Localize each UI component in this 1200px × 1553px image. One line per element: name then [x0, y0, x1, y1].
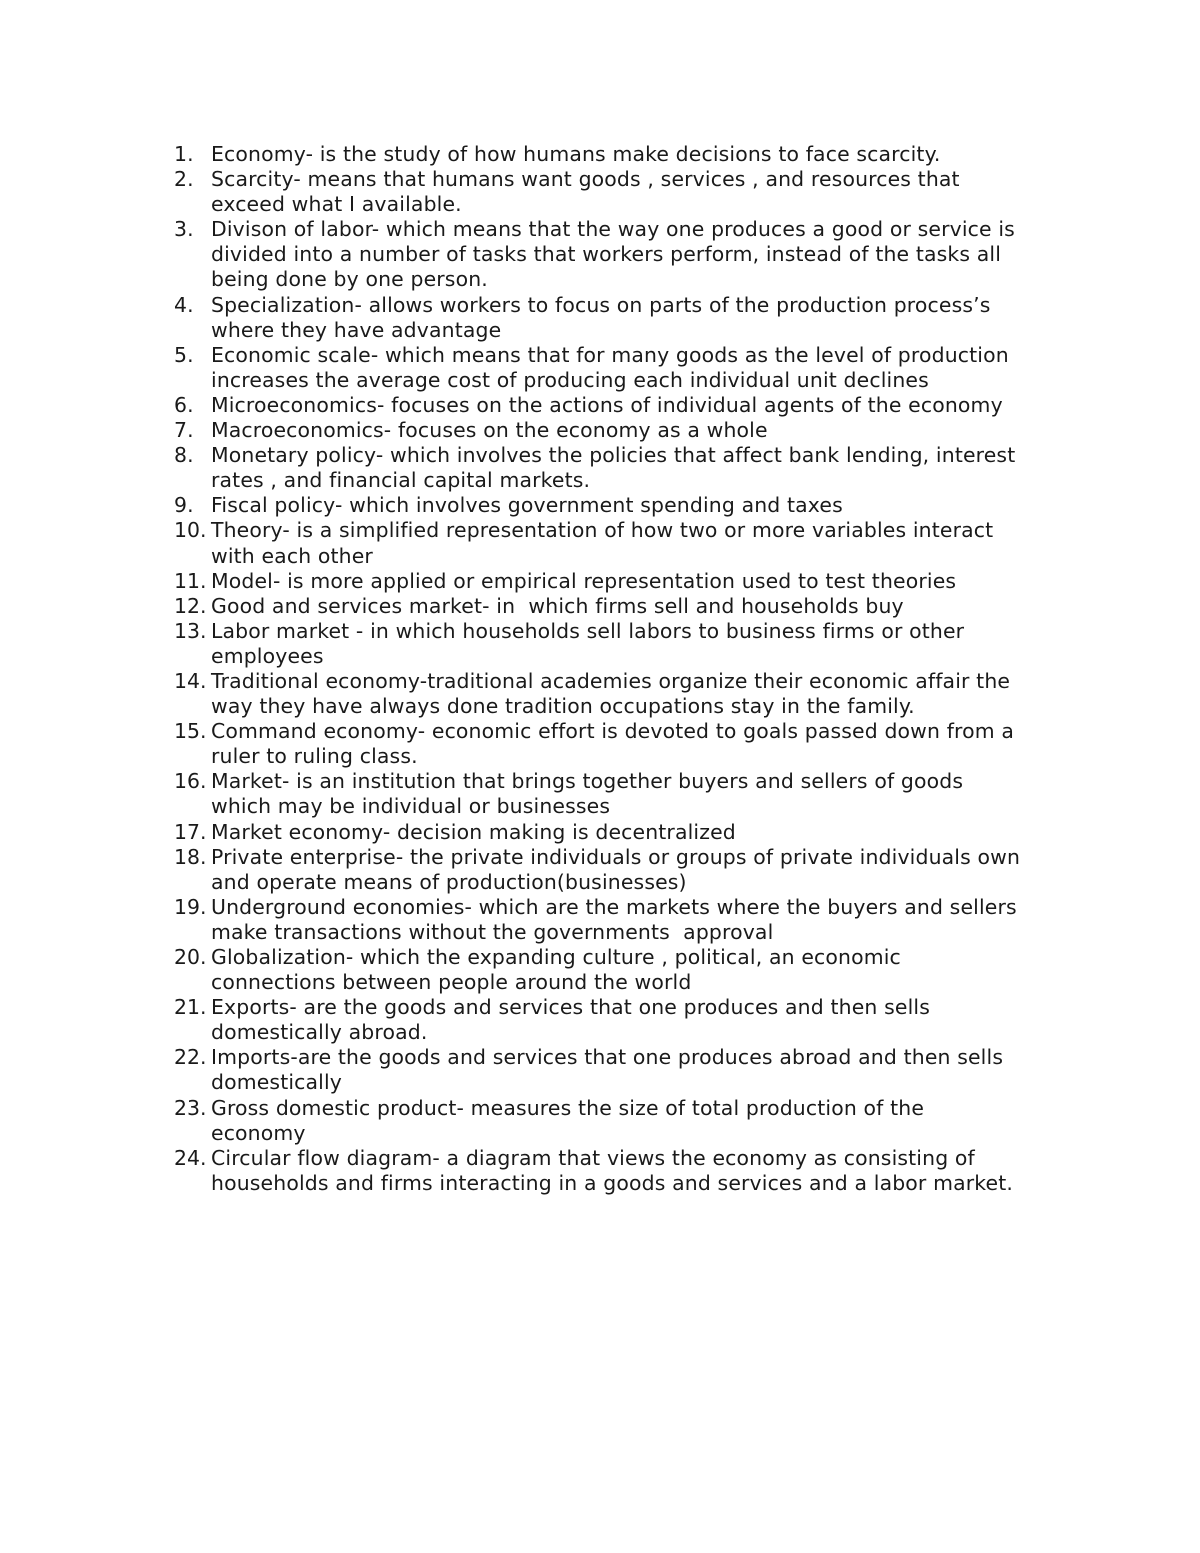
list-item-line: Command economy- economic effort is devoted to goals passed down from a — [211, 719, 1015, 744]
list-item-line: employees — [211, 643, 324, 668]
list-item — [174, 719, 1064, 769]
list-item-line: Underground economies- which are the markets where the buyers and sellers — [211, 894, 1017, 919]
list-item — [174, 418, 1064, 443]
list-item-text — [211, 669, 1064, 719]
list-item-number: 18. — [174, 844, 207, 869]
list-item-text — [211, 443, 1064, 493]
list-item-number: 10. — [174, 518, 207, 543]
list-item — [174, 820, 1064, 845]
list-item-text — [211, 895, 1064, 945]
list-item-number: 4. — [174, 292, 194, 317]
list-item-text — [211, 619, 1064, 669]
list-item-line: Imports-are the goods and services that one produces abroad and then sells — [211, 1045, 1004, 1070]
list-item-number: 3. — [174, 217, 194, 242]
list-item-line: Macroeconomics- focuses on the economy as a whole — [211, 418, 768, 443]
list-item-line: with each other — [211, 543, 373, 568]
list-item — [174, 769, 1064, 819]
list-item — [174, 493, 1064, 518]
list-item-line: ruler to ruling class. — [211, 744, 418, 769]
list-item-number: 20. — [174, 945, 207, 969]
list-item-number: 9. — [174, 493, 194, 518]
list-item-text — [211, 343, 1064, 393]
list-item — [174, 1045, 1064, 1095]
list-item-number: 23. — [174, 1095, 207, 1120]
list-item — [174, 343, 1064, 393]
list-item-line: Labor market - in which households sell labors to business firms or other — [211, 618, 965, 643]
list-item-number: 21. — [174, 995, 207, 1020]
list-item-text — [211, 217, 1064, 292]
list-item-text — [211, 1096, 1064, 1146]
list-item-line: households and firms interacting in a goods and services and a labor market. — [211, 1170, 1013, 1195]
list-item-text — [211, 719, 1064, 769]
list-item-line: Economy- is the study of how humans make decisions to face scarcity. — [211, 142, 941, 166]
list-item-line: Market- is an institution that brings together buyers and sellers of goods — [211, 769, 964, 794]
list-item — [174, 895, 1064, 945]
list-item-line: and operate means of production(businesses) — [211, 869, 687, 894]
list-item-number: 22. — [174, 1045, 207, 1070]
list-item-line: Fiscal policy- which involves government spending and taxes — [211, 493, 843, 518]
list-item-line: Globalization- which the expanding culture , political, an economic — [211, 945, 901, 969]
list-item-line: increases the average cost of producing each individual unit declines — [211, 367, 929, 392]
list-item-number: 5. — [174, 342, 194, 367]
list-item-line: Specialization- allows workers to focus on parts of the production process’s — [211, 292, 991, 317]
definition-list — [174, 142, 1064, 1196]
list-item — [174, 1096, 1064, 1146]
list-item-line: where they have advantage — [211, 317, 502, 342]
list-item-text — [211, 518, 1064, 568]
list-item-line: Market economy- decision making is decentralized — [211, 819, 736, 844]
list-item-number: 14. — [174, 668, 207, 693]
list-item-text — [211, 769, 1064, 819]
list-item-number: 12. — [174, 593, 207, 618]
list-item-line: Gross domestic product- measures the size of total production of the — [211, 1095, 925, 1120]
list-item-number: 7. — [174, 418, 194, 443]
list-item — [174, 945, 1064, 995]
list-item-line: Traditional economy-traditional academies organize their economic affair the — [211, 668, 1011, 693]
list-item-number: 13. — [174, 618, 207, 643]
list-item-number: 11. — [174, 568, 207, 593]
list-item-text — [211, 142, 1064, 167]
list-item-line: being done by one person. — [211, 267, 488, 292]
list-item-line: Theory- is a simplified representation of how two or more variables interact — [211, 518, 994, 543]
list-item-line: Monetary policy- which involves the policies that affect bank lending, interest — [211, 443, 1016, 468]
list-item-line: make transactions without the governments approval — [211, 919, 774, 944]
list-item — [174, 619, 1064, 669]
list-item-line: economy — [211, 1120, 306, 1145]
list-item-line: Private enterprise- the private individuals or groups of private individuals own — [211, 844, 1021, 869]
list-item-number: 16. — [174, 769, 207, 794]
list-item-line: domestically abroad. — [211, 1020, 428, 1045]
list-item — [174, 167, 1064, 217]
list-item — [174, 393, 1064, 418]
list-item-line: Circular flow diagram- a diagram that views the economy as consisting of — [211, 1145, 975, 1170]
list-item-number: 15. — [174, 719, 207, 744]
list-item — [174, 518, 1064, 568]
list-item-text — [211, 167, 1064, 217]
list-item-line: connections between people around the world — [211, 970, 692, 995]
list-item-line: Scarcity- means that humans want goods , services , and resources that — [211, 167, 960, 192]
list-item — [174, 142, 1064, 167]
list-item — [174, 995, 1064, 1045]
list-item — [174, 845, 1064, 895]
list-item-text — [211, 393, 1064, 418]
list-item-text — [211, 1045, 1064, 1095]
list-item-number: 17. — [174, 819, 207, 844]
list-item-line: Exports- are the goods and services that one produces and then sells — [211, 995, 930, 1020]
list-item-number: 19. — [174, 894, 207, 919]
list-item-line: which may be individual or businesses — [211, 794, 611, 819]
list-item-text — [211, 594, 1064, 619]
list-item-number: 8. — [174, 443, 194, 468]
list-item — [174, 443, 1064, 493]
list-item-text — [211, 820, 1064, 845]
list-item-text — [211, 945, 1064, 995]
list-item — [174, 594, 1064, 619]
list-item-line: Microeconomics- focuses on the actions of individual agents of the economy — [211, 392, 1003, 417]
list-item-line: divided into a number of tasks that workers perform, instead of the tasks all — [211, 242, 1002, 267]
list-item-line: Good and services market- in which firms sell and households buy — [211, 593, 904, 618]
list-item — [174, 669, 1064, 719]
list-item — [174, 1146, 1064, 1196]
list-item-line: rates , and financial capital markets. — [211, 468, 591, 493]
list-item-line: way they have always done tradition occupations stay in the family. — [211, 694, 915, 719]
list-item — [174, 217, 1064, 292]
list-item-text — [211, 493, 1064, 518]
list-item — [174, 293, 1064, 343]
list-item-text — [211, 418, 1064, 443]
list-item-text — [211, 569, 1064, 594]
list-item-number: 6. — [174, 392, 194, 417]
list-item-text — [211, 845, 1064, 895]
list-item-number: 24. — [174, 1145, 207, 1170]
list-item-line: Model- is more applied or empirical representation used to test theories — [211, 568, 957, 593]
list-item-line: exceed what I available. — [211, 192, 462, 217]
list-item-number: 2. — [174, 167, 194, 192]
list-item-line: domestically — [211, 1070, 343, 1095]
list-item-line: Divison of labor- which means that the way one produces a good or service is — [211, 217, 1015, 242]
list-item-text — [211, 293, 1064, 343]
list-item-number: 1. — [174, 142, 194, 166]
list-item-line: Economic scale- which means that for many goods as the level of production — [211, 342, 1009, 367]
list-item-text — [211, 1146, 1064, 1196]
list-item — [174, 569, 1064, 594]
list-item-text — [211, 995, 1064, 1045]
